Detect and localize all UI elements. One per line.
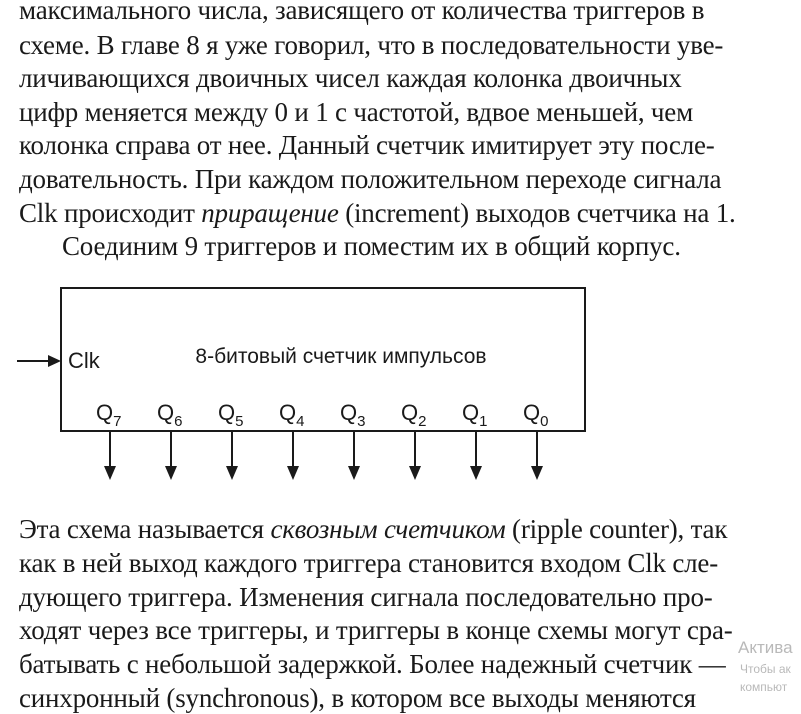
text-span: (ripple counter), так bbox=[505, 514, 728, 544]
output-label-q4: $Q_4$ bbox=[279, 400, 305, 430]
output-label-q1: $Q_1$ bbox=[462, 400, 488, 430]
activation-watermark-title: Актива bbox=[738, 638, 793, 657]
text-line: колонка справа от нее. Данный счетчик имитирует эту после- bbox=[19, 130, 715, 160]
text-line: схеме. В главе 8 я уже говорил, что в последовательности уве- bbox=[19, 30, 724, 60]
output-arrow-icon bbox=[104, 466, 116, 480]
text-line: цифр меняется между 0 и 1 с частотой, вдвое меньшей, чем bbox=[19, 97, 693, 127]
outputs-group bbox=[96, 400, 548, 480]
output-arrow-icon bbox=[531, 466, 543, 480]
text-span: Эта схема называется bbox=[19, 514, 271, 544]
activation-watermark-text: Чтобы ак bbox=[740, 662, 791, 676]
text-line: дующего триггера. Изменения сигнала последовательно про- bbox=[19, 582, 713, 612]
output-arrow-icon bbox=[348, 466, 360, 480]
output-arrow-icon bbox=[165, 466, 177, 480]
output-arrow-icon bbox=[409, 466, 421, 480]
output-label-q3: $Q_3$ bbox=[340, 400, 366, 430]
output-label-q2: $Q_2$ bbox=[401, 400, 427, 430]
activation-watermark-text: компьют bbox=[740, 680, 788, 694]
output-arrow-icon bbox=[287, 466, 299, 480]
output-label-q7: $Q_7$ bbox=[96, 400, 122, 430]
output-label-q6: $Q_6$ bbox=[157, 400, 183, 430]
output-label-q5: $Q_5$ bbox=[218, 400, 244, 430]
text-line: ходят через все триггеры, и триггеры в конце схемы могут сра- bbox=[19, 615, 733, 645]
text-span: (increment) выходов счетчика на 1. bbox=[338, 198, 736, 228]
counter-title: 8-битовый счетчик импульсов bbox=[195, 345, 487, 368]
text-line: синхронный (synchronous), в котором все выходы меняются bbox=[19, 683, 696, 713]
text-line: максимального числа, зависящего от количества триггеров в bbox=[19, 0, 705, 25]
text-line: Соединим 9 триггеров и поместим их в общий корпус. bbox=[62, 231, 681, 261]
output-arrow-icon bbox=[226, 466, 238, 480]
clk-label: Clk bbox=[68, 348, 100, 373]
text-line: довательность. При каждом положительном переходе сигнала bbox=[19, 164, 722, 194]
text-line bbox=[19, 513, 727, 545]
output-label-q0: $Q_0$ bbox=[523, 400, 549, 430]
text-span: Clk происходит bbox=[19, 198, 202, 228]
emphasis-term: приращение bbox=[201, 198, 339, 228]
clk-input-arrow-icon bbox=[48, 355, 61, 367]
text-line: батывать с небольшой задержкой. Более надежный счетчик — bbox=[19, 649, 726, 679]
text-line: как в ней выход каждого триггера становится входом Clk сле- bbox=[19, 548, 719, 578]
output-arrow-icon bbox=[470, 466, 482, 480]
emphasis-term: сквозным счетчиком bbox=[270, 514, 506, 544]
text-line: личивающихся двоичных чисел каждая колонка двоичных bbox=[19, 63, 682, 93]
